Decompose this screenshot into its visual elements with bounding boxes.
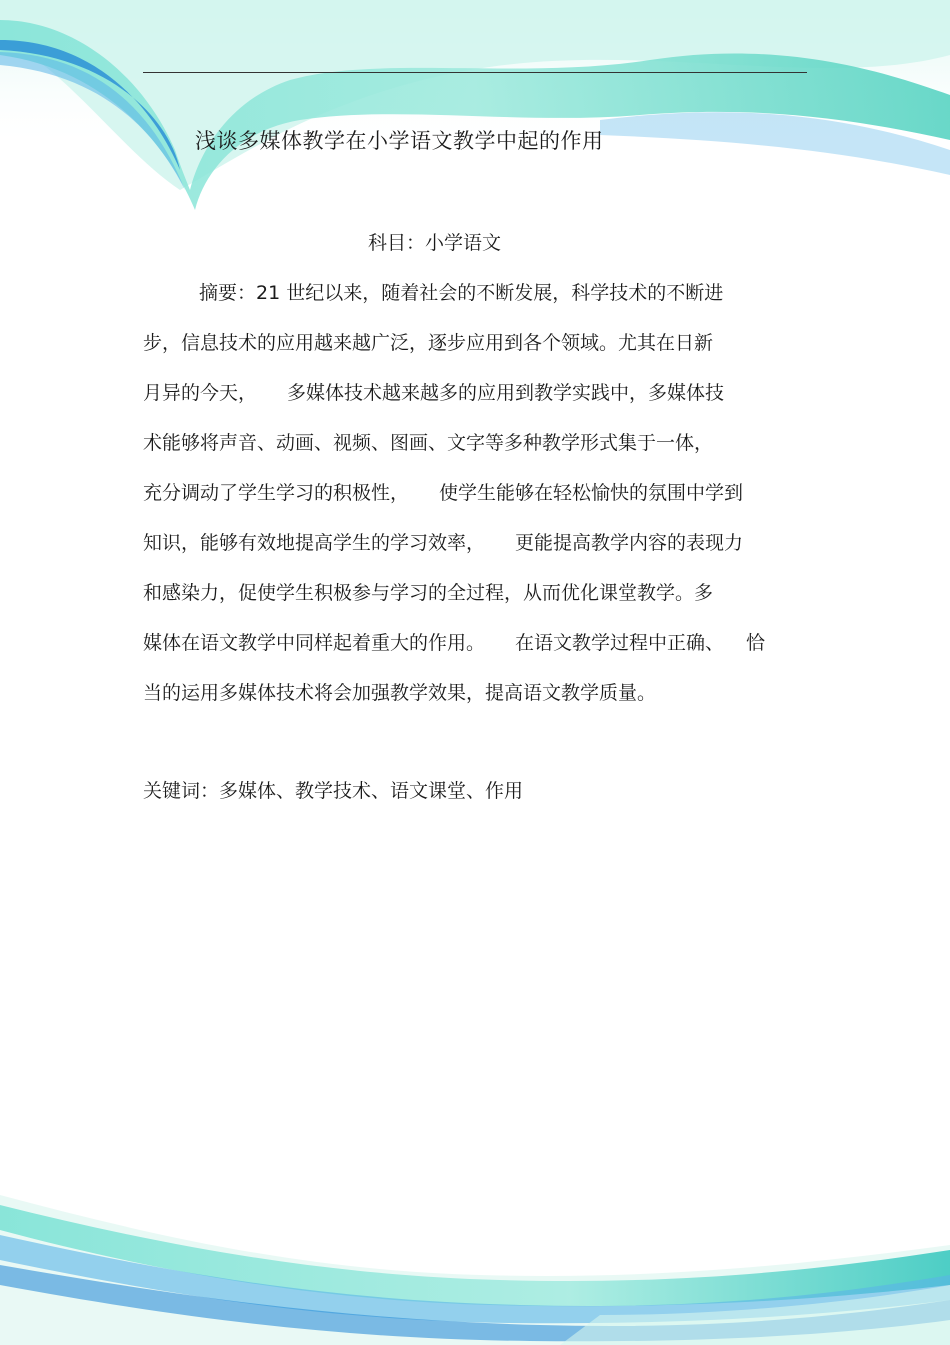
abstract-text: 充分调动了学生学习的积极性， — [143, 482, 410, 504]
abstract-text: 摘要：21 世纪以来，随着社会的不断发展，科学技术的不断进 — [199, 282, 724, 304]
document-title: 浅谈多媒体教学在小学语文教学中起的作用 — [195, 129, 604, 153]
abstract-text: 知识，能够有效地提高学生的学习效率， — [143, 532, 486, 554]
subject-line: 科目：小学语文 — [368, 232, 502, 254]
abstract-line — [143, 522, 823, 572]
abstract-paragraph — [143, 272, 823, 722]
abstract-line — [143, 622, 823, 672]
abstract-text: 术能够将声音、动画、视频、图画、文字等多种教学形式集于一体， — [143, 432, 714, 454]
abstract-text: 当的运用多媒体技术将会加强教学效果，提高语文教学质量。 — [143, 682, 657, 704]
abstract-text: 多媒体技术越来越多的应用到教学实践中，多媒体技 — [287, 382, 725, 404]
keywords-line: 关键词：多媒体、教学技术、语文课堂、作用 — [143, 780, 524, 802]
abstract-text: 更能提高教学内容的表现力 — [515, 532, 744, 554]
abstract-text: 恰 — [746, 632, 766, 654]
abstract-line — [143, 572, 823, 622]
abstract-line — [143, 372, 823, 422]
abstract-text: 步，信息技术的应用越来越广泛，逐步应用到各个领域。尤其在日新 — [143, 332, 714, 354]
abstract-text: 在语文教学过程中正确、 — [515, 632, 725, 654]
abstract-text: 和感染力，促使学生积极参与学习的全过程，从而优化课堂教学。多 — [143, 582, 714, 604]
abstract-text: 媒体在语文教学中同样起着重大的作用。 — [143, 632, 486, 654]
top-wave-decoration — [0, 0, 950, 230]
abstract-text: 月异的今天， — [143, 382, 258, 404]
abstract-line — [143, 422, 823, 472]
bottom-wave-decoration — [0, 1175, 950, 1345]
abstract-line — [143, 472, 823, 522]
abstract-line — [143, 272, 823, 322]
abstract-line — [143, 672, 823, 722]
abstract-text: 使学生能够在轻松愉快的氛围中学到 — [439, 482, 744, 504]
abstract-line — [143, 322, 823, 372]
header-rule — [143, 72, 807, 73]
